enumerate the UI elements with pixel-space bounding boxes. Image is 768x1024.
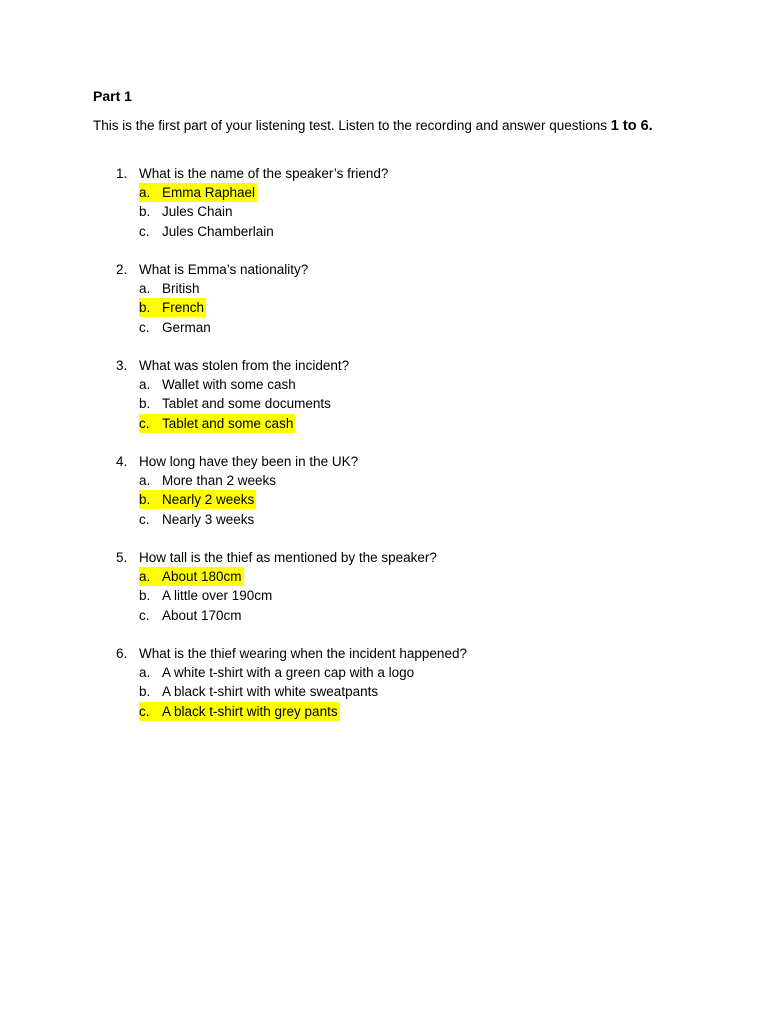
intro-text: This is the first part of your listening test. Listen to the recording and answer questions <box>93 118 611 133</box>
question-text: What is the name of the speaker’s friend? <box>139 166 389 181</box>
answer-option <box>0 682 768 701</box>
question-item <box>0 644 768 740</box>
option-text: French <box>162 300 205 316</box>
option-letter: b. <box>139 588 151 604</box>
question-text: What is Emma’s nationality? <box>139 262 309 277</box>
question-number: 5. <box>116 550 128 565</box>
answer-option <box>0 471 768 490</box>
intro-emphasis: 1 to 6. <box>610 118 653 134</box>
question-number: 2. <box>116 262 128 277</box>
answer-option <box>0 567 768 586</box>
option-list <box>0 375 768 433</box>
question-text: What is the thief wearing when the incident happened? <box>139 646 467 661</box>
answer-option <box>0 510 768 529</box>
option-letter: a. <box>139 569 151 584</box>
option-text: Tablet and some documents <box>162 396 331 412</box>
question-item <box>0 356 768 452</box>
option-letter: b. <box>139 396 151 412</box>
option-letter: a. <box>139 665 151 680</box>
option-list <box>0 471 768 529</box>
option-text: A black t-shirt with white sweatpants <box>162 684 379 700</box>
option-text: British <box>162 281 200 296</box>
option-letter: c. <box>139 319 150 335</box>
option-letter: b. <box>139 300 151 316</box>
option-text: A white t-shirt with a green cap with a logo <box>162 665 415 680</box>
option-text: Emma Raphael <box>162 185 256 200</box>
question-number: 4. <box>116 454 128 469</box>
option-text: About 170cm <box>162 607 242 623</box>
option-list <box>0 183 768 241</box>
answer-option <box>0 279 768 298</box>
question-item <box>0 260 768 356</box>
option-letter: c. <box>139 703 150 719</box>
answer-option <box>0 183 768 202</box>
option-list <box>0 663 768 721</box>
option-letter: a. <box>139 281 151 296</box>
option-letter: c. <box>139 223 150 239</box>
question-list <box>0 164 768 740</box>
answer-option <box>0 298 768 317</box>
option-letter: b. <box>139 492 151 508</box>
question-number: 6. <box>116 646 128 661</box>
question-number: 3. <box>116 358 128 373</box>
question-item <box>0 164 768 260</box>
answer-option <box>0 375 768 394</box>
option-list <box>0 567 768 625</box>
option-text: Jules Chain <box>162 204 233 220</box>
question-number: 1. <box>116 166 128 181</box>
option-text: A black t-shirt with grey pants <box>162 703 338 719</box>
answer-option <box>0 606 768 625</box>
question-item <box>0 452 768 548</box>
option-text: Jules Chamberlain <box>162 223 274 239</box>
answer-option <box>0 490 768 509</box>
part-title: Part 1 <box>93 88 132 104</box>
option-text: More than 2 weeks <box>162 473 277 488</box>
answer-option <box>0 394 768 413</box>
option-text: Wallet with some cash <box>162 377 296 392</box>
answer-option <box>0 222 768 241</box>
option-text: Nearly 3 weeks <box>162 511 255 527</box>
answer-option <box>0 414 768 433</box>
option-text: German <box>162 319 211 335</box>
option-letter: a. <box>139 473 151 488</box>
option-text: A little over 190cm <box>162 588 273 604</box>
option-list <box>0 279 768 337</box>
answer-option <box>0 663 768 682</box>
option-letter: b. <box>139 204 151 220</box>
answer-option <box>0 586 768 605</box>
option-letter: c. <box>139 415 150 431</box>
option-letter: a. <box>139 185 151 200</box>
question-text: How long have they been in the UK? <box>139 454 359 469</box>
option-text: Tablet and some cash <box>162 415 294 431</box>
option-text: About 180cm <box>162 569 242 584</box>
question-text: How tall is the thief as mentioned by the speaker? <box>139 550 437 565</box>
option-letter: b. <box>139 684 151 700</box>
option-text: Nearly 2 weeks <box>162 492 255 508</box>
intro-paragraph <box>93 117 683 135</box>
answer-option <box>0 202 768 221</box>
option-letter: c. <box>139 511 150 527</box>
answer-option <box>0 318 768 337</box>
option-letter: c. <box>139 607 150 623</box>
option-letter: a. <box>139 377 151 392</box>
answer-option <box>0 702 768 721</box>
question-item <box>0 548 768 644</box>
question-text: What was stolen from the incident? <box>139 358 350 373</box>
